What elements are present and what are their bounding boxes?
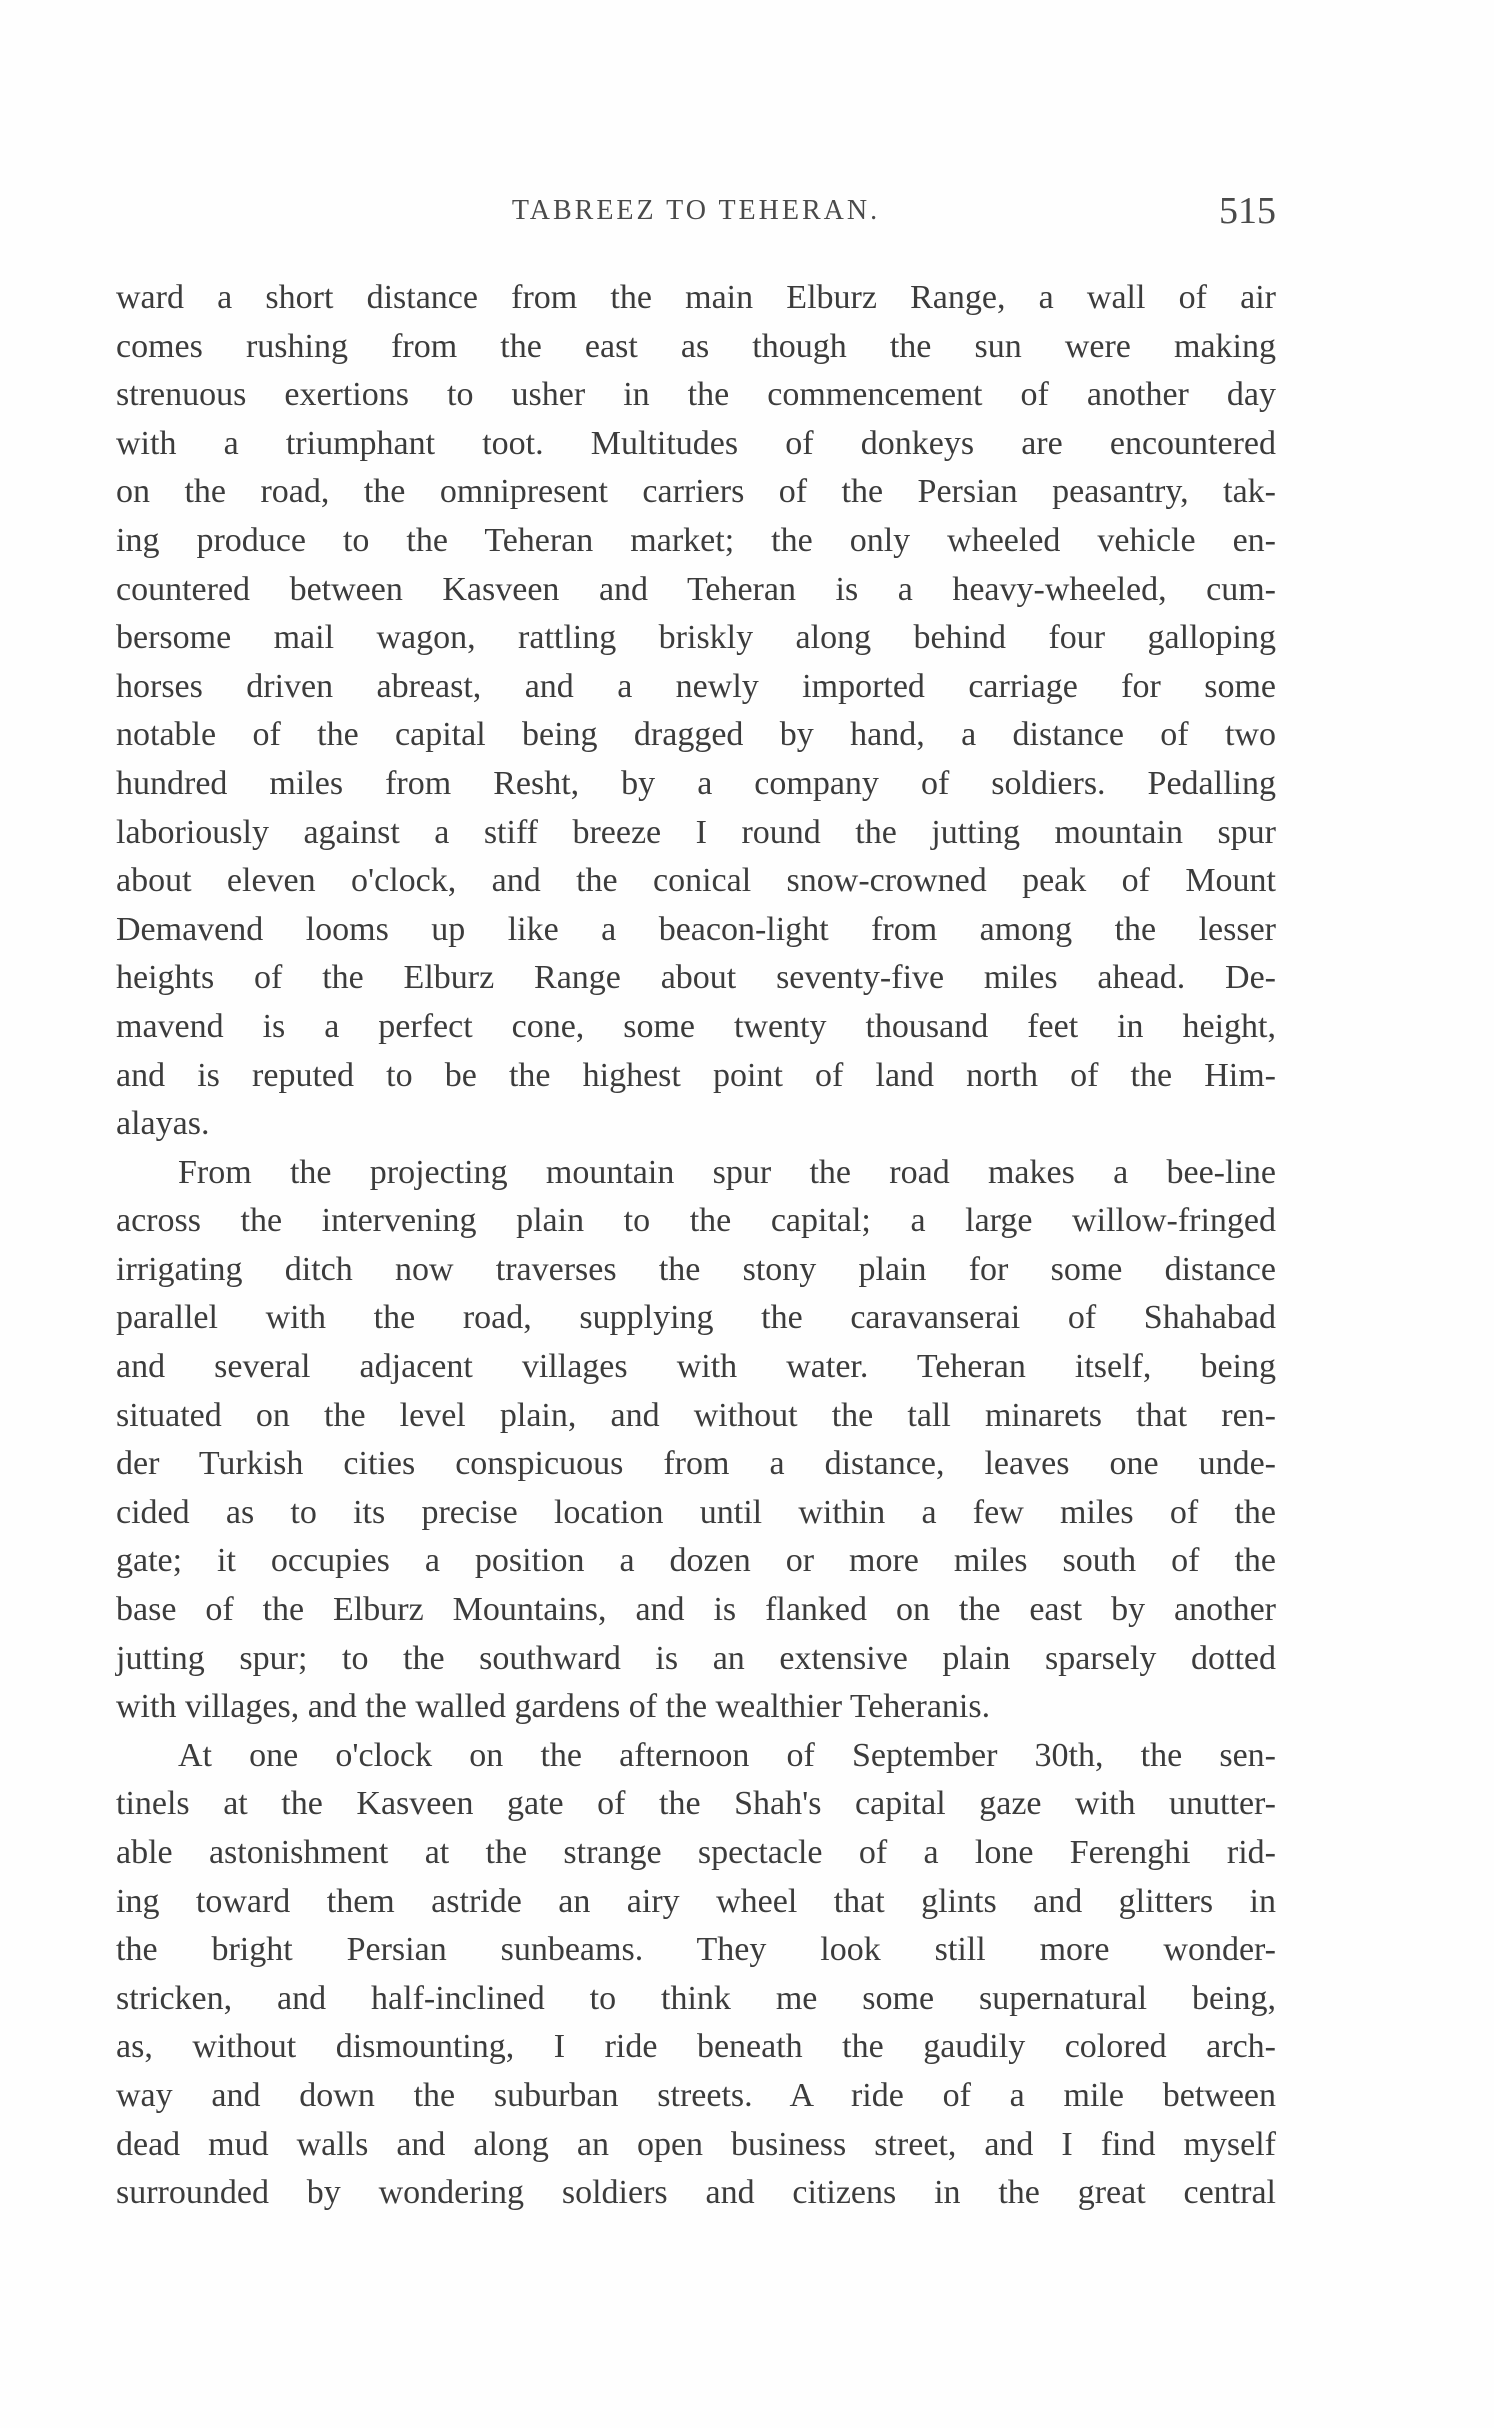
text-line: der Turkish cities conspicuous from a distance, leaves one unde- [116, 1445, 1276, 1483]
text-line: ing produce to the Teheran market; the only wheeled vehicle en- [116, 521, 1276, 559]
text-line: dead mud walls and along an open business street, and I find myself [116, 2125, 1276, 2163]
text-line: Demavend looms up like a beacon-light from among the lesser [116, 910, 1276, 948]
text-line: gate; it occupies a position a dozen or more miles south of the [116, 1542, 1276, 1580]
text-line: way and down the suburban streets. A ride of a mile between [116, 2076, 1276, 2114]
paragraph [116, 1149, 1276, 1732]
paragraph [116, 274, 1276, 1149]
paragraph [116, 1732, 1276, 2218]
text-line: situated on the level plain, and without the tall minarets that ren- [116, 1396, 1276, 1434]
text-line: with villages, and the walled gardens of the wealthier Teheranis. [116, 1688, 991, 1726]
text-line: as, without dismounting, I ride beneath the gaudily colored arch- [116, 2028, 1276, 2066]
text-line: alayas. [116, 1105, 210, 1143]
running-title: TABREEZ TO TEHERAN. [511, 195, 881, 226]
text-line: across the intervening plain to the capital; a large willow-fringed [116, 1202, 1276, 1240]
text-line: parallel with the road, supplying the caravanserai of Shahabad [116, 1299, 1276, 1337]
text-line: mavend is a perfect cone, some twenty thousand feet in height, [116, 1007, 1276, 1045]
text-line: able astonishment at the strange spectacle of a lone Ferenghi rid- [116, 1834, 1276, 1871]
text-line: irrigating ditch now traverses the stony plain for some distance [116, 1250, 1276, 1288]
page-number: 515 [1219, 190, 1276, 232]
text-line: horses driven abreast, and a newly imported carriage for some [116, 667, 1276, 705]
text-line: heights of the Elburz Range about seventy-five miles ahead. De- [116, 959, 1276, 997]
text-line: cided as to its precise location until within a few miles of the [116, 1493, 1276, 1531]
text-line: From the projecting mountain spur the road makes a bee-line [178, 1153, 1276, 1191]
text-line: ing toward them astride an airy wheel that glints and glitters in [116, 1882, 1276, 1920]
text-line: bersome mail wagon, rattling briskly along behind four galloping [116, 619, 1276, 657]
text-line: jutting spur; to the southward is an extensive plain sparsely dotted [116, 1639, 1276, 1677]
text-line: ward a short distance from the main Elburz Range, a wall of air [116, 279, 1276, 316]
text-line: At one o'clock on the afternoon of September 30th, the sen- [178, 1736, 1276, 1774]
text-line: the bright Persian sunbeams. They look still more wonder- [116, 1931, 1276, 1969]
text-line: hundred miles from Resht, by a company of soldiers. Pedalling [116, 764, 1276, 802]
text-line: with a triumphant toot. Multitudes of donkeys are encountered [116, 424, 1276, 462]
running-head [116, 190, 1276, 239]
text-line: on the road, the omnipresent carriers of the Persian peasantry, tak- [116, 473, 1276, 511]
text-line: and is reputed to be the highest point of land north of the Him- [116, 1056, 1276, 1094]
text-line: about eleven o'clock, and the conical snow-crowned peak of Mount [116, 862, 1276, 900]
text-line: stricken, and half-inclined to think me some supernatural being, [116, 1979, 1276, 2017]
text-line: and several adjacent villages with water. Teheran itself, being [116, 1348, 1276, 1386]
text-line: surrounded by wondering soldiers and citizens in the great central [116, 2174, 1276, 2212]
text-line: base of the Elburz Mountains, and is flanked on the east by another [116, 1591, 1276, 1629]
text-line: tinels at the Kasveen gate of the Shah's capital gaze with unutter- [116, 1785, 1276, 1823]
text-line: comes rushing from the east as though the sun were making [116, 327, 1276, 365]
text-line: strenuous exertions to usher in the commencement of another day [116, 376, 1276, 414]
body-text [116, 274, 1276, 2218]
text-line: countered between Kasveen and Teheran is a heavy-wheeled, cum- [116, 570, 1276, 608]
text-line: notable of the capital being dragged by hand, a distance of two [116, 716, 1276, 754]
text-line: laboriously against a stiff breeze I round the jutting mountain spur [116, 813, 1276, 851]
